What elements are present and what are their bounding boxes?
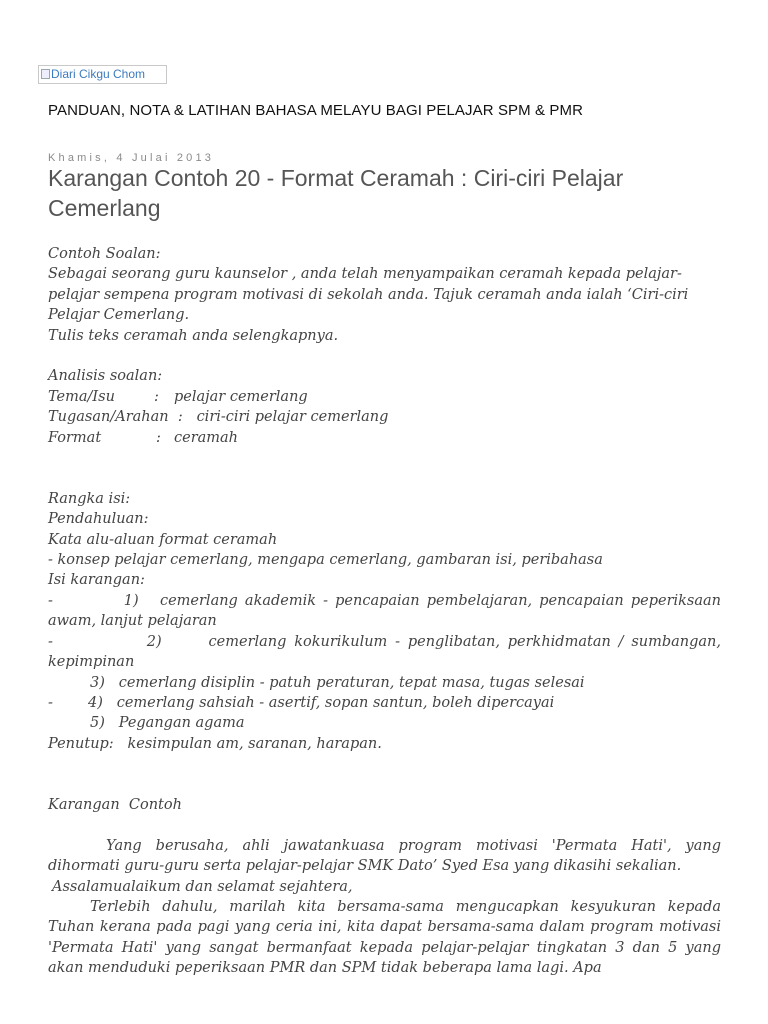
blog-description: PANDUAN, NOTA & LATIHAN BAHASA MELAYU BAGI PELAJAR SPM & PMR bbox=[48, 102, 584, 119]
broken-image-icon bbox=[41, 69, 50, 79]
isi-point-1: - 1) cemerlang akademik - pencapaian pembelajaran, pencapaian peperiksaan awam, lanjut pelajaran bbox=[48, 592, 726, 630]
pendahuluan-line-2: - konsep pelajar cemerlang, mengapa cemerlang, gambaran isi, peribahasa bbox=[48, 552, 603, 569]
karangan-heading: Karangan Contoh bbox=[48, 796, 182, 813]
blog-header-image[interactable] bbox=[38, 65, 167, 84]
pendahuluan-line-1: Kata alu-aluan format ceramah bbox=[48, 531, 278, 548]
karangan-paragraph-2: Assalamualaikum dan selamat sejahtera, bbox=[52, 878, 353, 895]
analisis-heading: Analisis soalan: bbox=[48, 368, 163, 385]
soalan-instruction: Tulis teks ceramah anda selengkapnya. bbox=[48, 327, 339, 344]
soalan-text: Sebagai seorang guru kaunselor , anda telah menyampaikan ceramah kepada pelajar-pelajar sempena program motivasi di sekolah anda. Tajuk ceramah anda ialah ‘Ciri-ciri Pelajar Cemerlang. bbox=[48, 266, 689, 324]
soalan-heading: Contoh Soalan: bbox=[48, 246, 161, 262]
pendahuluan-heading: Pendahuluan: bbox=[48, 511, 149, 528]
karangan-paragraph-3: Terlebih dahulu, marilah kita bersama-sama mengucapkan kesyukuran kepada Tuhan kerana pada pagi yang ceria ini, kita dapat bersama-sama dalam program motivasi 'Permata Hati' yang sangat bermanfaat kepada pelajar-pelajar tingkatan 3 dan 5 yang akan menduduki peperiksaan PMR dan SPM tidak beberapa lama lagi. Apa bbox=[48, 898, 721, 977]
header-image-alt: Diari Cikgu Chom bbox=[51, 67, 146, 81]
analisis-tema: Tema/Isu : pelajar cemerlang bbox=[48, 388, 308, 405]
post-title: Karangan Contoh 20 - Format Ceramah : Ciri-ciri Pelajar Cemerlang bbox=[48, 165, 624, 221]
isi-point-5: 5) Pegangan agama bbox=[90, 715, 245, 732]
post-body bbox=[48, 244, 726, 979]
analisis-format: Format : ceramah bbox=[48, 429, 239, 446]
analisis-tugasan: Tugasan/Arahan : ciri-ciri pelajar cemerlang bbox=[48, 409, 389, 426]
penutup-line: Penutup: kesimpulan am, saranan, harapan. bbox=[48, 735, 382, 752]
isi-point-4: - 4) cemerlang sahsiah - asertif, sopan santun, boleh dipercayai bbox=[48, 694, 555, 711]
isi-point-2: - 2) cemerlang kokurikulum - penglibatan, perkhidmatan / sumbangan, kepimpinan bbox=[48, 633, 726, 671]
rangka-heading: Rangka isi: bbox=[48, 490, 131, 507]
post-date: Khamis, 4 Julai 2013 bbox=[48, 152, 215, 164]
isi-heading: Isi karangan: bbox=[48, 572, 145, 589]
karangan-paragraph-1: Yang berusaha, ahli jawatankuasa program motivasi 'Permata Hati', yang dihormati guru-guru serta pelajar-pelajar SMK Dato’ Syed Esa yang dikasihi sekalian. bbox=[48, 837, 721, 875]
isi-point-3: 3) cemerlang disiplin - patuh peraturan, tepat masa, tugas selesai bbox=[90, 674, 585, 691]
